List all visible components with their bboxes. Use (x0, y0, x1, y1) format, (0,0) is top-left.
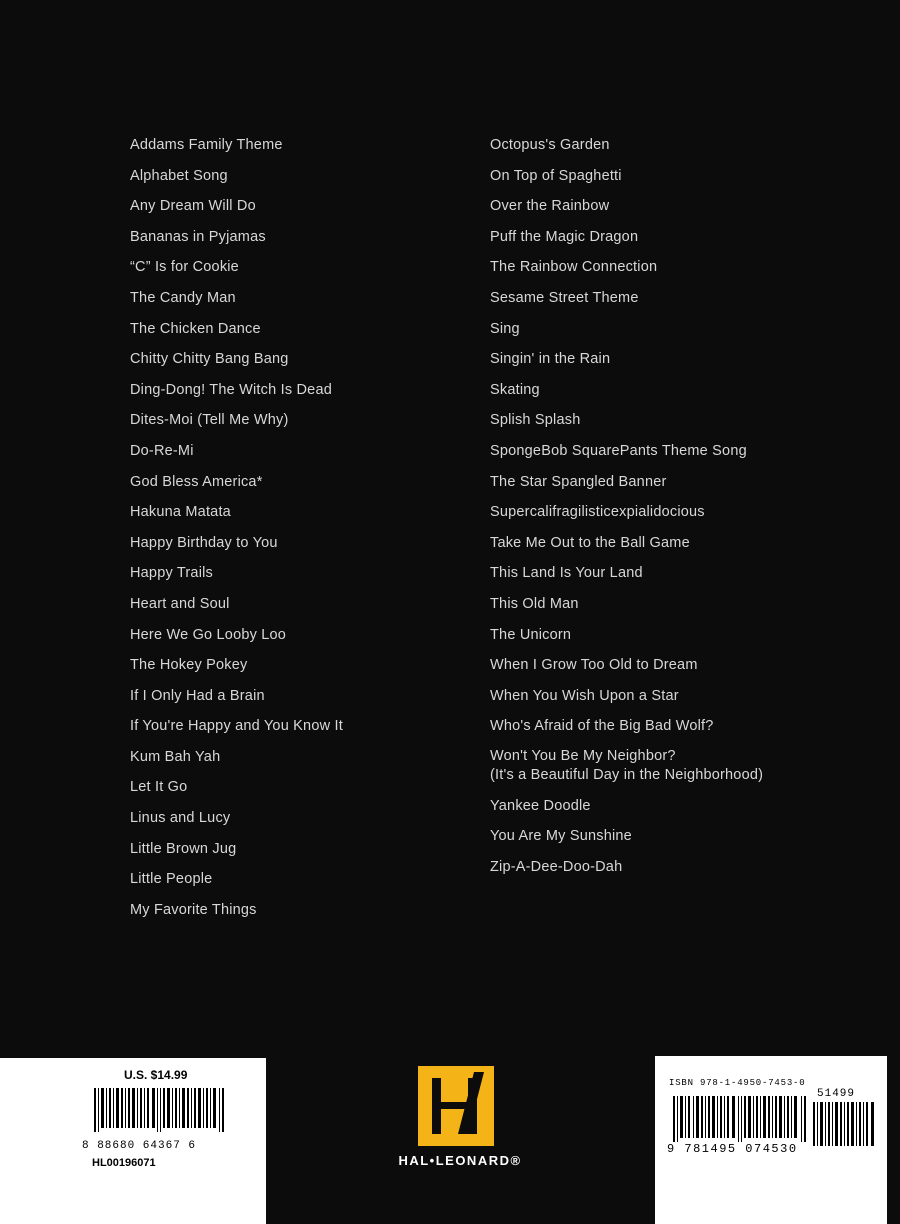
song-list-right (490, 130, 763, 883)
song-title: On Top of Spaghetti (490, 167, 622, 184)
hal-leonard-logo-icon (418, 1066, 494, 1146)
isbn-addon-code: 51499 (817, 1088, 856, 1100)
song-title: Sesame Street Theme (490, 289, 639, 306)
song-title: This Old Man (490, 595, 579, 612)
isbn-label: ISBN 978-1-4950-7453-0 (669, 1078, 806, 1088)
song-title: Skating (490, 381, 540, 398)
song-title: The Candy Man (130, 289, 236, 306)
song-title: Happy Birthday to You (130, 534, 278, 551)
song-list-left (130, 130, 343, 925)
song-title-line-1: Won't You Be My Neighbor? (490, 747, 676, 764)
song-title: The Hokey Pokey (130, 657, 248, 674)
song-title: Octopus's Garden (490, 137, 610, 153)
song-title: Singin' in the Rain (490, 351, 611, 368)
song-title: Who's Afraid of the Big Bad Wolf? (490, 718, 714, 735)
song-title: Heart and Soul (130, 595, 230, 612)
song-title: Puff the Magic Dragon (490, 228, 639, 245)
song-title: Alphabet Song (130, 167, 228, 184)
isbn-digits: 9 781495 074530 (667, 1142, 798, 1156)
song-title: The Unicorn (490, 626, 572, 643)
publisher-name: HAL•LEONARD® (398, 1153, 522, 1168)
song-title: Linus and Lucy (130, 810, 231, 827)
upc-digits: 8 88680 64367 6 (82, 1140, 197, 1152)
price-label: U.S. $14.99 (124, 1068, 188, 1082)
song-title: Do-Re-Mi (130, 442, 194, 459)
song-title: Take Me Out to the Ball Game (490, 534, 690, 551)
song-title: Little Brown Jug (130, 840, 237, 857)
song-title: Supercalifragilisticexpialidocious (490, 504, 705, 521)
song-title: The Star Spangled Banner (490, 473, 667, 490)
song-title: If You're Happy and You Know It (130, 718, 343, 735)
song-title: When You Wish Upon a Star (490, 687, 679, 704)
song-title: This Land Is Your Land (490, 565, 643, 582)
song-title: “C” Is for Cookie (130, 259, 239, 276)
song-title: Hakuna Matata (130, 504, 231, 521)
song-title-line-2: (It's a Beautiful Day in the Neighborhood) (490, 766, 764, 783)
song-title: You Are My Sunshine (490, 828, 632, 845)
publisher-logo (418, 1066, 494, 1146)
song-title: Ding-Dong! The Witch Is Dead (130, 381, 332, 398)
song-title: Here We Go Looby Loo (130, 626, 287, 643)
song-title: God Bless America* (130, 473, 263, 490)
song-title: The Rainbow Connection (490, 259, 658, 276)
song-title: Zip-A-Dee-Doo-Dah (490, 859, 623, 876)
song-title: SpongeBob SquarePants Theme Song (490, 442, 747, 459)
song-title: Kum Bah Yah (130, 748, 221, 765)
song-title: Little People (130, 871, 213, 888)
song-title-two-line (490, 742, 763, 791)
song-title: Happy Trails (130, 565, 213, 582)
song-title: Over the Rainbow (490, 198, 610, 215)
song-title: Yankee Doodle (490, 797, 591, 814)
song-title: Dites-Moi (Tell Me Why) (130, 412, 289, 429)
song-title: Let It Go (130, 779, 188, 796)
song-title: Addams Family Theme (130, 137, 283, 153)
isbn-addon-barcode-icon (813, 1102, 875, 1146)
song-title: Splish Splash (490, 412, 581, 429)
isbn-barcode-icon (673, 1096, 809, 1142)
song-title: Sing (490, 320, 520, 337)
song-title: If I Only Had a Brain (130, 687, 265, 704)
song-title: My Favorite Things (130, 901, 257, 918)
song-title: When I Grow Too Old to Dream (490, 657, 698, 674)
price-barcode-panel (0, 1058, 266, 1224)
song-title: Any Dream Will Do (130, 198, 256, 215)
song-title: The Chicken Dance (130, 320, 261, 337)
item-code: HL00196071 (92, 1157, 156, 1169)
upc-barcode-icon (94, 1088, 226, 1132)
isbn-barcode-panel (655, 1056, 887, 1224)
song-title: Chitty Chitty Bang Bang (130, 351, 289, 368)
song-title: Bananas in Pyjamas (130, 228, 266, 245)
